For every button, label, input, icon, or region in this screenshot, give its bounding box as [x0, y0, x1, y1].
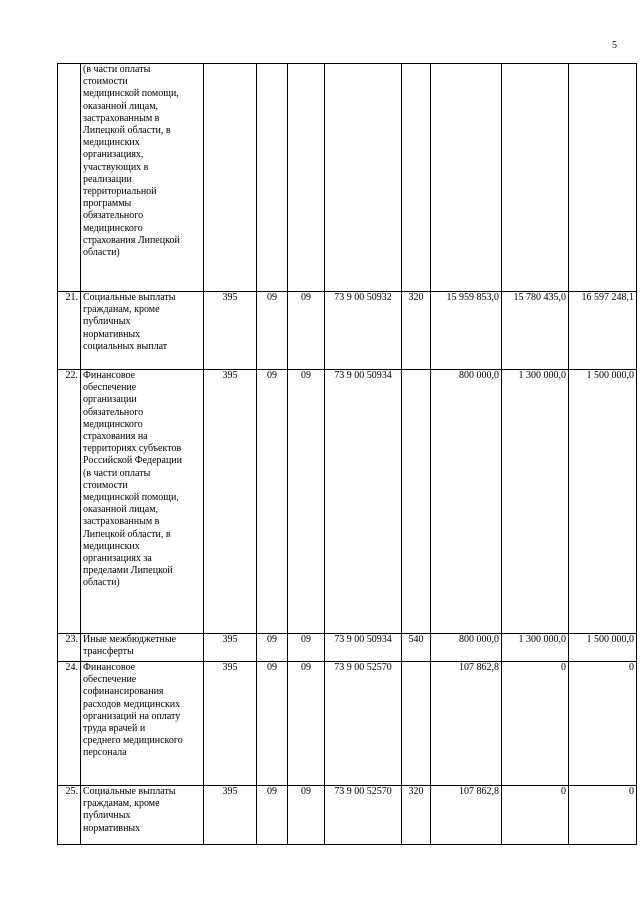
description-line: участвующих в [83, 161, 149, 173]
table-row [58, 786, 637, 845]
expense-type-code [402, 370, 431, 634]
row-number [58, 786, 81, 845]
row-description [81, 634, 204, 662]
row-description [81, 64, 204, 292]
description-line: нормативных [83, 822, 141, 834]
target-article-code-value: 73 9 00 52570 [334, 662, 392, 673]
ministry-code [204, 786, 257, 845]
row-number [58, 64, 81, 292]
description-line: гражданам, кроме [83, 304, 160, 316]
sum-year-1 [431, 786, 502, 845]
description-line: Социальные выплаты [83, 786, 176, 797]
ministry-code [204, 662, 257, 786]
ministry-code-value: 395 [222, 370, 238, 381]
ministry-code [204, 64, 257, 292]
sum-year-2 [502, 292, 569, 370]
sum-year-2 [502, 634, 569, 662]
description-line: публичных [83, 316, 131, 328]
subsection-code [288, 64, 325, 292]
sum-year-2 [502, 662, 569, 786]
target-article-code-value: 73 9 00 52570 [334, 786, 392, 797]
ministry-code-value: 395 [222, 786, 238, 797]
sum-year-3 [569, 292, 637, 370]
sum-year-1 [431, 370, 502, 634]
target-article-code [325, 292, 402, 370]
section-code [257, 64, 288, 292]
sum-year-3 [569, 786, 637, 845]
description-line: стоимости [83, 479, 128, 491]
description-line: Российской Федерации [83, 455, 183, 467]
sum-year-2-value: 1 300 000,0 [518, 634, 566, 645]
target-article-code [325, 370, 402, 634]
description-line: (в части оплаты [83, 64, 151, 75]
description-line: публичных [83, 810, 131, 822]
subsection-code [288, 370, 325, 634]
description-line: организациях, [83, 149, 144, 161]
description-line: гражданам, кроме [83, 798, 160, 810]
sum-year-2-value: 1 300 000,0 [518, 370, 566, 381]
target-article-code-value: 73 9 00 50934 [334, 370, 392, 381]
sum-year-2 [502, 64, 569, 292]
expense-type-code [402, 786, 431, 845]
sum-year-1-value: 107 862,8 [459, 662, 499, 673]
sum-year-1-value: 800 000,0 [459, 634, 499, 645]
description-line: реализации [83, 173, 132, 185]
target-article-code [325, 634, 402, 662]
description-line: (в части оплаты [83, 467, 151, 479]
section-code [257, 370, 288, 634]
target-article-code [325, 786, 402, 845]
expense-type-code-value: 320 [408, 292, 424, 303]
description-line: территориях субъектов [83, 443, 182, 455]
sum-year-3 [569, 64, 637, 292]
subsection-code [288, 662, 325, 786]
sum-year-3-value: 0 [629, 786, 634, 797]
description-line: организации [83, 394, 137, 406]
description-line: Финансовое [83, 662, 136, 673]
description-line: расходов медицинских [83, 698, 181, 710]
sum-year-2-value: 0 [561, 662, 566, 673]
ministry-code [204, 634, 257, 662]
row-number [58, 634, 81, 662]
row-description [81, 292, 204, 370]
target-article-code [325, 662, 402, 786]
description-line: социальных выплат [83, 340, 168, 352]
section-code [257, 634, 288, 662]
sum-year-1 [431, 64, 502, 292]
section-code [257, 786, 288, 845]
budget-table [57, 63, 637, 845]
subsection-code [288, 634, 325, 662]
row-description [81, 370, 204, 634]
row-number-value: 21. [65, 292, 78, 303]
description-line: обязательного [83, 406, 144, 418]
section-code-value: 09 [267, 370, 277, 381]
description-line: трансферты [83, 646, 134, 658]
section-code-value: 09 [267, 292, 277, 303]
description-line: программы [83, 198, 132, 210]
ministry-code [204, 292, 257, 370]
description-line: организациях за [83, 553, 152, 565]
description-line: застрахованным в [83, 516, 160, 528]
sum-year-2-value: 15 780 435,0 [513, 292, 566, 303]
description-line: страхования на [83, 431, 148, 443]
description-line: медицинской помощи, [83, 492, 179, 504]
sum-year-3 [569, 370, 637, 634]
description-line: обеспечение [83, 674, 137, 686]
sum-year-1 [431, 292, 502, 370]
section-code-value: 09 [267, 786, 277, 797]
expense-type-code-value: 320 [408, 786, 424, 797]
description-line: области) [83, 577, 120, 589]
row-number-value: 25. [65, 786, 78, 797]
subsection-code [288, 786, 325, 845]
description-line: медицинских [83, 540, 140, 552]
description-line: страхования Липецкой [83, 234, 180, 246]
description-line: Иные межбюджетные [83, 634, 177, 645]
page-number: 5 [612, 40, 617, 51]
description-line: среднего медицинского [83, 735, 183, 747]
subsection-code [288, 292, 325, 370]
expense-type-code [402, 292, 431, 370]
target-article-code [325, 64, 402, 292]
table-row [58, 64, 637, 292]
description-line: оказанной лицам, [83, 100, 159, 112]
section-code [257, 292, 288, 370]
description-line: медицинских [83, 137, 140, 149]
row-number [58, 662, 81, 786]
subsection-code-value: 09 [301, 634, 311, 645]
description-line: медицинской помощи, [83, 88, 179, 100]
description-line: нормативных [83, 328, 141, 340]
target-article-code-value: 73 9 00 50934 [334, 634, 392, 645]
sum-year-1-value: 107 862,8 [459, 786, 499, 797]
ministry-code-value: 395 [222, 634, 238, 645]
table-row [58, 292, 637, 370]
description-line: Финансовое [83, 370, 136, 381]
description-line: Социальные выплаты [83, 292, 176, 303]
description-line: стоимости [83, 76, 128, 88]
sum-year-2-value: 0 [561, 786, 566, 797]
description-line: обеспечение [83, 382, 137, 394]
table-row [58, 634, 637, 662]
expense-type-code [402, 662, 431, 786]
description-line: организаций на оплату [83, 710, 181, 722]
target-article-code-value: 73 9 00 50932 [334, 292, 392, 303]
description-line: медицинского [83, 222, 143, 234]
sum-year-1-value: 15 959 853,0 [446, 292, 499, 303]
section-code [257, 662, 288, 786]
row-number-value: 23. [65, 634, 78, 645]
row-description [81, 786, 204, 845]
description-line: оказанной лицам, [83, 504, 159, 516]
subsection-code-value: 09 [301, 292, 311, 303]
table-row [58, 662, 637, 786]
description-line: труда врачей и [83, 723, 146, 735]
subsection-code-value: 09 [301, 662, 311, 673]
sum-year-1 [431, 634, 502, 662]
description-line: пределами Липецкой [83, 565, 173, 577]
sum-year-3-value: 16 597 248,1 [581, 292, 634, 303]
description-line: Липецкой области, в [83, 528, 171, 540]
description-line: софинансирования [83, 686, 164, 698]
section-code-value: 09 [267, 662, 277, 673]
description-line: медицинского [83, 418, 143, 430]
description-line: обязательного [83, 210, 144, 222]
subsection-code-value: 09 [301, 786, 311, 797]
sum-year-1 [431, 662, 502, 786]
description-line: застрахованным в [83, 112, 160, 124]
ministry-code [204, 370, 257, 634]
sum-year-1-value: 800 000,0 [459, 370, 499, 381]
table-row [58, 370, 637, 634]
sum-year-3-value: 1 500 000,0 [586, 634, 634, 645]
sum-year-3 [569, 662, 637, 786]
expense-type-code-value: 540 [408, 634, 424, 645]
sum-year-3 [569, 634, 637, 662]
subsection-code-value: 09 [301, 370, 311, 381]
sum-year-2 [502, 786, 569, 845]
row-number-value: 24. [65, 662, 78, 673]
ministry-code-value: 395 [222, 292, 238, 303]
row-description [81, 662, 204, 786]
description-line: области) [83, 247, 120, 259]
expense-type-code [402, 634, 431, 662]
sum-year-3-value: 0 [629, 662, 634, 673]
ministry-code-value: 395 [222, 662, 238, 673]
row-number-value: 22. [65, 370, 78, 381]
description-line: Липецкой области, в [83, 125, 171, 137]
expense-type-code [402, 64, 431, 292]
sum-year-2 [502, 370, 569, 634]
section-code-value: 09 [267, 634, 277, 645]
row-number [58, 370, 81, 634]
sum-year-3-value: 1 500 000,0 [586, 370, 634, 381]
description-line: территориальной [83, 186, 157, 198]
description-line: персонала [83, 747, 127, 759]
row-number [58, 292, 81, 370]
